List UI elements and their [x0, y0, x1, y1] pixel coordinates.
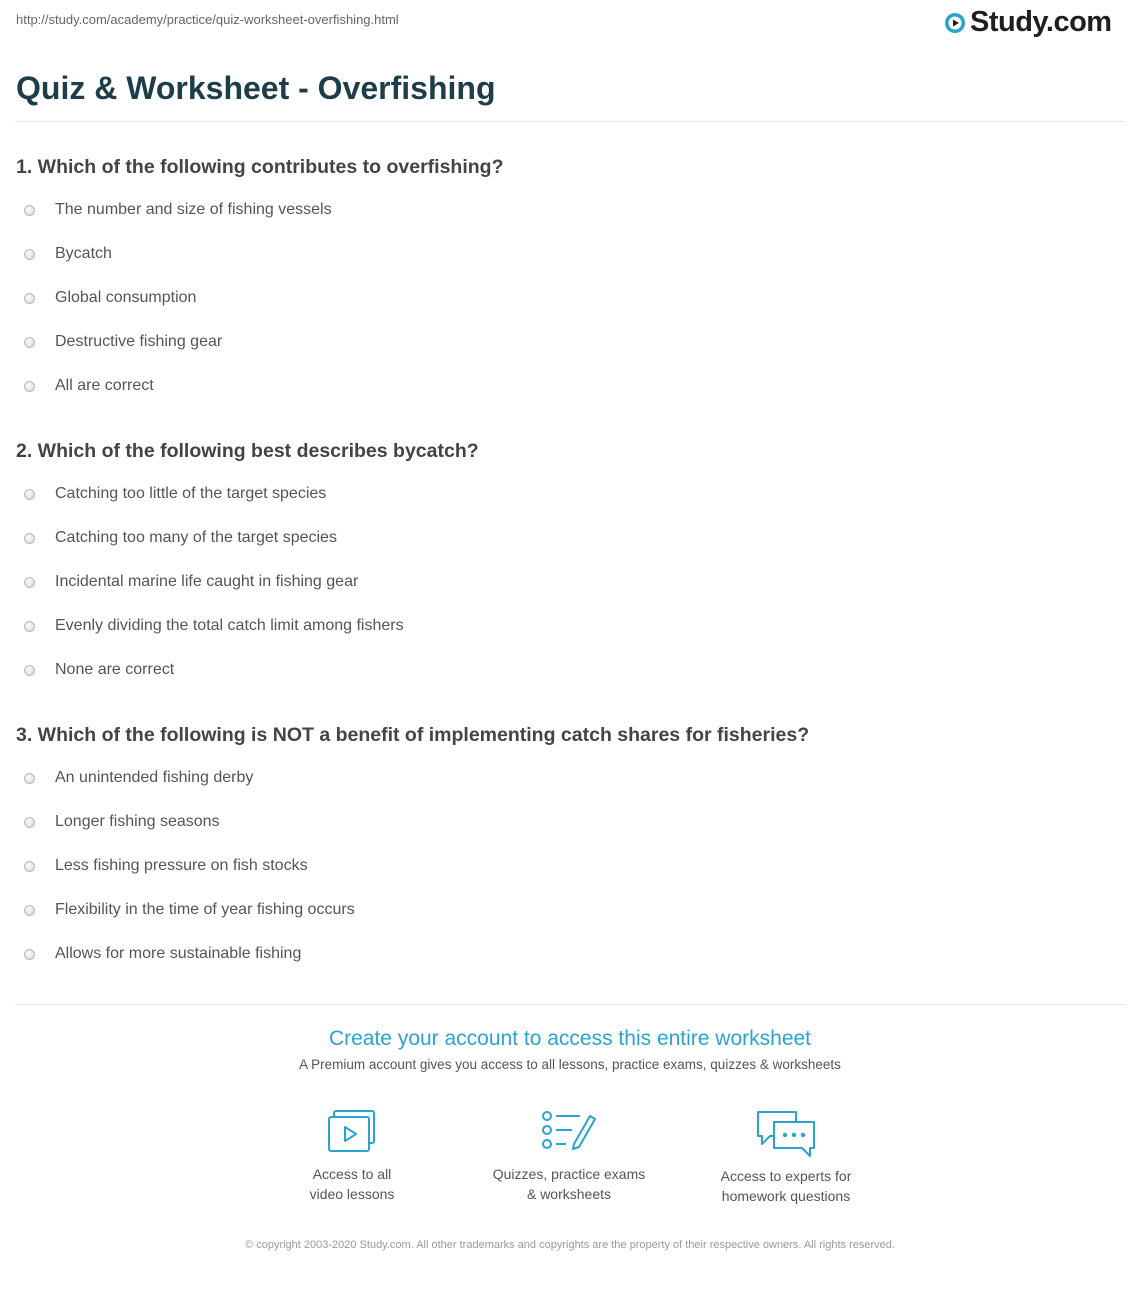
answer-option[interactable]: [16, 276, 1116, 320]
radio-button-icon[interactable]: [24, 249, 35, 260]
page-url: http://study.com/academy/practice/quiz-worksheet-overfishing.html: [16, 12, 399, 27]
chat-bubbles-icon: [754, 1108, 818, 1158]
question-3: [16, 720, 1116, 976]
feature-quizzes: [469, 1108, 669, 1204]
feature-experts: [686, 1108, 886, 1206]
answer-option[interactable]: [16, 844, 1116, 888]
answer-option[interactable]: [16, 800, 1116, 844]
answer-option[interactable]: [16, 188, 1116, 232]
answer-option[interactable]: [16, 472, 1116, 516]
logo-text: Study.com: [970, 6, 1112, 38]
answer-option[interactable]: [16, 648, 1116, 692]
feature-label: Access to all video lessons: [309, 1166, 395, 1202]
option-label: An unintended fishing derby: [55, 769, 254, 786]
question-2: [16, 436, 1116, 692]
create-account-link[interactable]: Create your account to access this entire worksheet: [328, 1027, 812, 1050]
answer-option[interactable]: [16, 232, 1116, 276]
radio-button-icon[interactable]: [24, 381, 35, 392]
question-text: 2. Which of the following best describes bycatch?: [16, 440, 479, 462]
answer-option[interactable]: [16, 516, 1116, 560]
option-label: Destructive fishing gear: [55, 333, 223, 350]
title-divider: [15, 121, 1125, 122]
option-label: All are correct: [55, 377, 154, 394]
option-label: Catching too many of the target species: [55, 529, 337, 546]
option-label: Flexibility in the time of year fishing occurs: [55, 901, 355, 918]
feature-label: Quizzes, practice exams & worksheets: [492, 1166, 646, 1202]
radio-button-icon[interactable]: [24, 817, 35, 828]
option-label: The number and size of fishing vessels: [55, 201, 332, 218]
radio-button-icon[interactable]: [24, 489, 35, 500]
feature-label: Access to experts for homework questions: [720, 1168, 852, 1204]
question-1: [16, 152, 1116, 408]
copyright-text: © copyright 2003-2020 Study.com. All other trademarks and copyrights are the property of their respective owners. All rights reserved.: [245, 1239, 895, 1251]
radio-button-icon[interactable]: [24, 533, 35, 544]
copyright-footer: [0, 1237, 1140, 1253]
radio-button-icon[interactable]: [24, 905, 35, 916]
cta-divider: [15, 1004, 1125, 1005]
option-label: Allows for more sustainable fishing: [55, 945, 302, 962]
question-text: 1. Which of the following contributes to overfishing?: [16, 156, 504, 178]
radio-button-icon[interactable]: [24, 293, 35, 304]
answer-option[interactable]: [16, 560, 1116, 604]
question-text: 3. Which of the following is NOT a benefit of implementing catch shares for fisheries?: [16, 724, 810, 746]
answer-option[interactable]: [16, 604, 1116, 648]
radio-button-icon[interactable]: [24, 621, 35, 632]
option-label: Global consumption: [55, 289, 197, 306]
option-label: Incidental marine life caught in fishing gear: [55, 573, 359, 590]
answer-option[interactable]: [16, 756, 1116, 800]
page-title: Quiz & Worksheet - Overfishing: [16, 70, 496, 106]
option-label: None are correct: [55, 661, 175, 678]
quiz-checklist-icon: [540, 1108, 598, 1156]
option-label: Bycatch: [55, 245, 112, 262]
answer-option[interactable]: [16, 932, 1116, 976]
option-label: Evenly dividing the total catch limit among fishers: [55, 617, 404, 634]
study-play-logo-icon: [944, 12, 966, 34]
premium-description: A Premium account gives you access to all lessons, practice exams, quizzes & worksheets: [299, 1057, 841, 1072]
option-label: Less fishing pressure on fish stocks: [55, 857, 308, 874]
study-logo[interactable]: [944, 6, 1112, 39]
answer-option[interactable]: [16, 364, 1116, 408]
radio-button-icon[interactable]: [24, 861, 35, 872]
option-label: Catching too little of the target species: [55, 485, 327, 502]
radio-button-icon[interactable]: [24, 773, 35, 784]
radio-button-icon[interactable]: [24, 665, 35, 676]
answer-option[interactable]: [16, 320, 1116, 364]
answer-option[interactable]: [16, 888, 1116, 932]
radio-button-icon[interactable]: [24, 205, 35, 216]
radio-button-icon[interactable]: [24, 577, 35, 588]
radio-button-icon[interactable]: [24, 949, 35, 960]
radio-button-icon[interactable]: [24, 337, 35, 348]
video-lessons-icon: [326, 1108, 378, 1156]
feature-video-lessons: [252, 1108, 452, 1204]
option-label: Longer fishing seasons: [55, 813, 220, 830]
